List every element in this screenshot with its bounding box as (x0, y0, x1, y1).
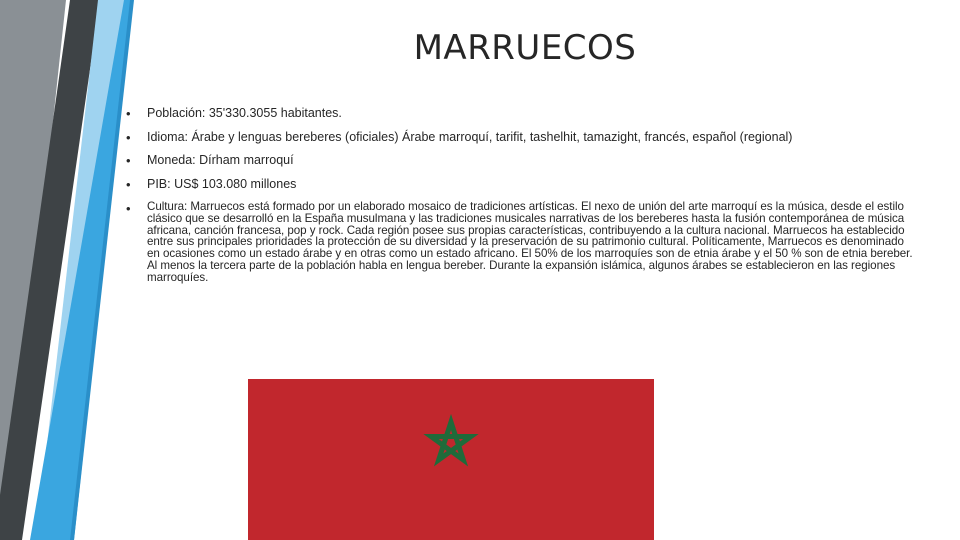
bullet-text: Población: 35'330.3055 habitantes. (147, 106, 342, 120)
side-decoration (0, 0, 135, 540)
bullet-text: PIB: US$ 103.080 millones (147, 177, 297, 192)
bullet-marker: • (126, 106, 131, 121)
bullet-list (126, 106, 916, 293)
morocco-flag (248, 379, 654, 540)
bullet-text: Moneda: Dírham marroquí (147, 153, 294, 168)
bullet-poblacion (126, 106, 916, 121)
flag-red-field (248, 379, 654, 540)
bullet-marker: • (126, 200, 131, 216)
slide-title: MARRUECOS (413, 28, 637, 68)
bullet-text: Cultura: Marruecos está formado por un elaborado mosaico de tradiciones artísticas. El nexo de unión del arte marroquí es la música, desde el estilo clásico que se desarrolló en la España musulmana y las tradiciones musicales narrativas de los bereberes hasta la fusión contemporánea de música africana, canción francesa, pop y rock. Cada región posee sus propias características, contribuyendo a la cultura nacional. Marruecos ha establecido entre sus principales prioridades la protección de su diversidad y la preservación de su patrimonio cultural. Políticamente, Marruecos es denominado en ocasiones como un estado árabe y en otras como un estado africano. El 50% de los marroquíes son de etnia árabe y el 50 % son de etnia bereber. Al menos la tercera parte de la población habla en lengua bereber. Durante la expansión islámica, algunos árabes se establecieron en las regiones marroquíes. (147, 199, 913, 285)
bullet-marker: • (126, 177, 131, 193)
bullet-pib (126, 177, 916, 192)
bullet-text: Idioma: Árabe y lenguas bereberes (oficiales) Árabe marroquí, tarifit, tashelhit, tamazight, francés, español (regional) (147, 129, 793, 144)
bullet-cultura (126, 201, 916, 284)
bullet-idioma (126, 130, 916, 145)
bullet-marker: • (126, 129, 131, 145)
bullet-marker: • (126, 153, 131, 169)
bullet-moneda (126, 153, 916, 168)
